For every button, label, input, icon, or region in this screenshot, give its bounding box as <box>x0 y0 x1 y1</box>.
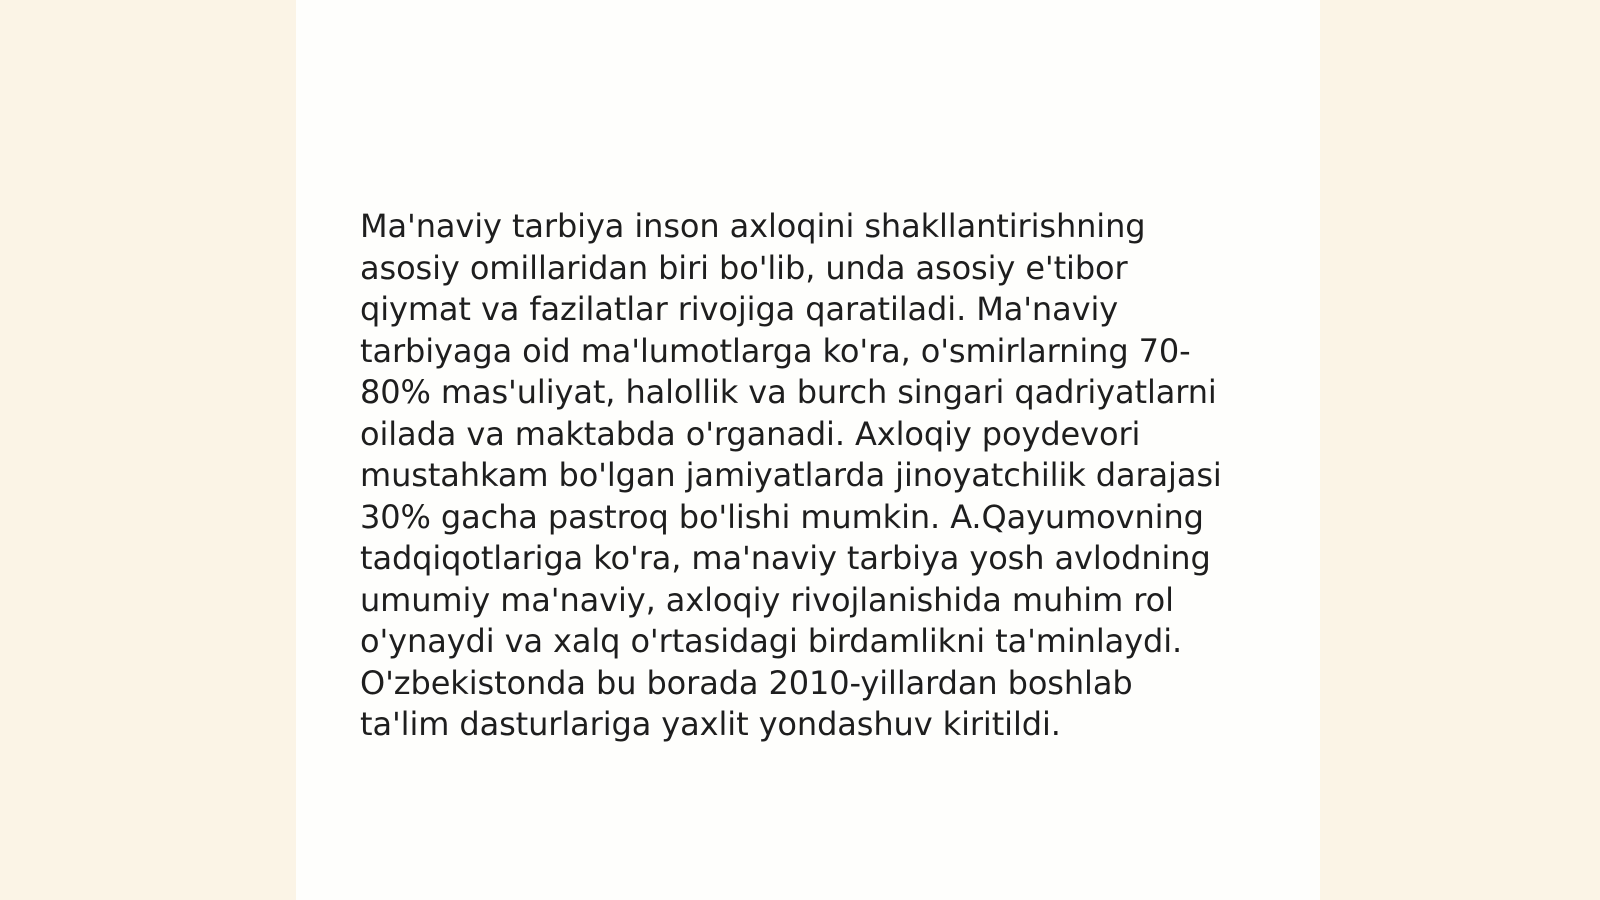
slide-body-text <box>360 206 1260 746</box>
text-line: Ma'naviy tarbiya inson axloqini shakllantirishning <box>360 207 1146 245</box>
text-line: asosiy omillaridan biri bo'lib, unda asosiy e'tibor <box>360 248 1128 287</box>
text-line: tadqiqotlariga ko'ra, ma'naviy tarbiya yosh avlodning <box>360 539 1211 577</box>
text-line: o'ynaydi va xalq o'rtasidagi birdamlikni ta'minlaydi. <box>360 622 1183 660</box>
text-line: 30% gacha pastroq bo'lishi mumkin. A.Qayumovning <box>360 497 1204 536</box>
text-line: ta'lim dasturlariga yaxlit yondashuv kiritildi. <box>360 705 1061 743</box>
text-line: qiymat va fazilatlar rivojiga qaratiladi. Ma'naviy <box>360 290 1119 328</box>
text-line: O'zbekistonda bu borada 2010-yillardan boshlab <box>360 663 1133 702</box>
slide <box>296 0 1320 900</box>
text-line: tarbiyaga oid ma'lumotlarga ko'ra, o'smirlarning 70- <box>360 331 1191 370</box>
text-line: oilada va maktabda o'rganadi. Axloqiy poydevori <box>360 414 1141 453</box>
text-line: mustahkam bo'lgan jamiyatlarda jinoyatchilik darajasi <box>360 456 1222 494</box>
text-line: umumiy ma'naviy, axloqiy rivojlanishida muhim rol <box>360 580 1174 619</box>
text-line: 80% mas'uliyat, halollik va burch singari qadriyatlarni <box>360 373 1217 411</box>
